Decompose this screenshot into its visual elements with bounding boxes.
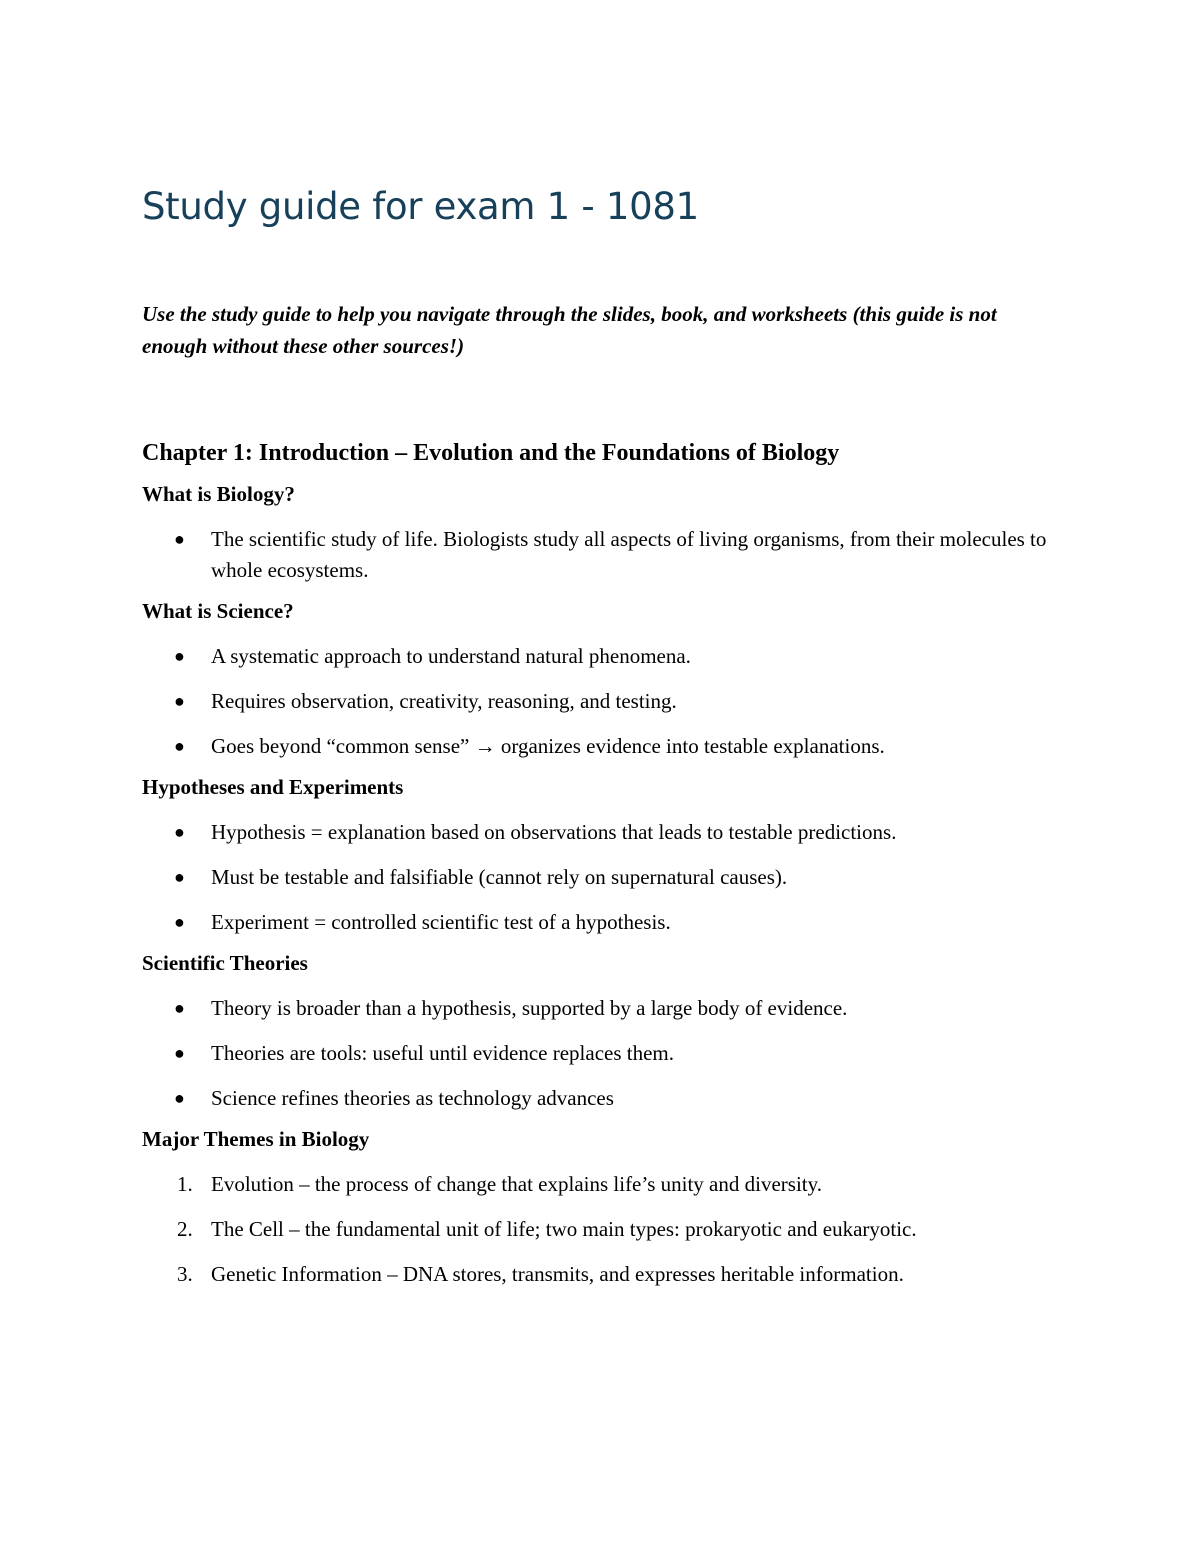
document-title: Study guide for exam 1 - 1081 [142,185,699,228]
section [142,595,1062,762]
bullet-icon: ● [174,867,185,887]
list-item-text: Experiment = controlled scientific test of a hypothesis. [211,910,671,934]
list-item [142,641,1062,672]
bullet-icon: ● [174,1043,185,1063]
list-item-text: Goes beyond “common sense” → organizes evidence into testable explanations. [211,734,885,758]
section-heading: Major Themes in Biology [142,1127,370,1151]
list-item [142,686,1062,717]
bullet-list [142,817,1062,938]
list-item-text: Genetic Information – DNA stores, transmits, and expresses heritable information. [211,1262,904,1286]
list-item [142,993,1062,1024]
list-item-text: Theories are tools: useful until evidence replaces them. [211,1041,674,1065]
bullet-icon: ● [174,1088,185,1108]
list-item [142,1169,1062,1200]
section-heading: What is Biology? [142,482,295,506]
list-item [142,907,1062,938]
list-item [142,1214,1062,1245]
list-item [142,1038,1062,1069]
list-item [142,1083,1062,1114]
bullet-list [142,641,1062,762]
list-number: 2. [177,1217,193,1241]
bullet-icon: ● [174,646,185,666]
bullet-icon: ● [174,736,185,756]
list-item [142,817,1062,848]
bullet-icon: ● [174,822,185,842]
sections-container [142,478,1062,1290]
section-heading: Hypotheses and Experiments [142,775,404,799]
list-item-text: The Cell – the fundamental unit of life; two main types: prokaryotic and eukaryotic. [211,1217,917,1241]
intro-note: Use the study guide to help you navigate through the slides, book, and worksheets (this guide is not enough without these other sources!) [142,302,997,358]
list-item-text: Science refines theories as technology advances [211,1086,614,1110]
list-item-text: Must be testable and falsifiable (cannot rely on supernatural causes). [211,865,788,889]
numbered-list [142,1169,1062,1290]
section [142,771,1062,938]
section [142,478,1062,586]
list-number: 1. [177,1172,193,1196]
bullet-list [142,524,1062,586]
bullet-list [142,993,1062,1114]
section-heading: Scientific Theories [142,951,308,975]
list-item-text: The scientific study of life. Biologists study all aspects of living organisms, from their molecules to whole ecosystems. [211,527,1047,582]
list-item-text: Hypothesis = explanation based on observations that leads to testable predictions. [211,820,897,844]
bullet-icon: ● [174,691,185,711]
section-heading: What is Science? [142,599,294,623]
list-item [142,731,1062,762]
list-item [142,1259,1062,1290]
section [142,1123,1062,1290]
list-item-text: Evolution – the process of change that explains life’s unity and diversity. [211,1172,822,1196]
list-number: 3. [177,1262,193,1286]
bullet-icon: ● [174,912,185,932]
list-item [142,862,1062,893]
list-item-text: Requires observation, creativity, reasoning, and testing. [211,689,677,713]
list-item-text: A systematic approach to understand natural phenomena. [211,644,691,668]
document-content [142,180,1062,1290]
bullet-icon: ● [174,529,185,549]
chapter-heading: Chapter 1: Introduction – Evolution and the Foundations of Biology [142,440,840,466]
section [142,947,1062,1114]
list-item [142,524,1062,586]
bullet-icon: ● [174,998,185,1018]
list-item-text: Theory is broader than a hypothesis, supported by a large body of evidence. [211,996,848,1020]
